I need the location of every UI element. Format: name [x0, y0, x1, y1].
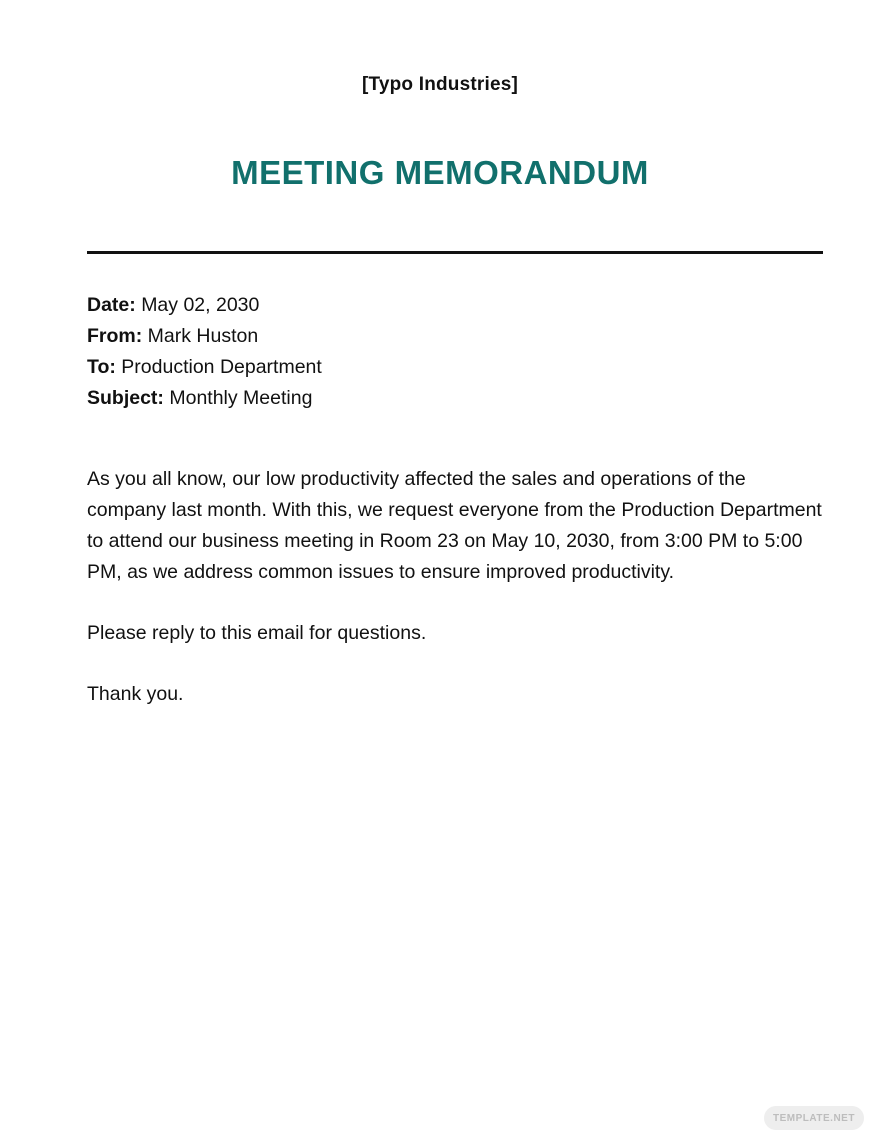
meta-subject-label: Subject: — [87, 387, 164, 409]
meta-subject-value: Monthly Meeting — [169, 387, 313, 409]
meta-from-label: From: — [87, 325, 143, 347]
meta-to-row — [87, 352, 823, 383]
template-watermark: TEMPLATE.NET — [764, 1106, 864, 1130]
meta-to-label: To: — [87, 356, 116, 378]
memo-title: MEETING MEMORANDUM — [231, 154, 649, 191]
company-name: [Typo Industries] — [361, 74, 519, 95]
body-paragraph-reply: Please reply to this email for questions. — [87, 622, 427, 644]
body-paragraph-main: As you all know, our low productivity affected the sales and operations of the company last month. With this, we request everyone from the Production Department to attend our business meeting in Room 23 on May 10, 2030, from 3:00 PM to 5:00 PM, as we address common issues to ensure improved productivity. — [87, 468, 822, 583]
memo-body — [87, 464, 823, 740]
header-divider — [87, 251, 823, 254]
meta-date-label: Date: — [87, 294, 136, 316]
meta-subject-row — [87, 383, 823, 414]
meta-date-row — [87, 290, 823, 321]
meta-to-value: Production Department — [121, 356, 322, 378]
meta-from-row — [87, 321, 823, 352]
meta-date-value: May 02, 2030 — [141, 294, 260, 316]
body-paragraph-closing: Thank you. — [87, 683, 184, 705]
meta-from-value: Mark Huston — [147, 325, 259, 347]
memo-meta — [87, 290, 823, 414]
